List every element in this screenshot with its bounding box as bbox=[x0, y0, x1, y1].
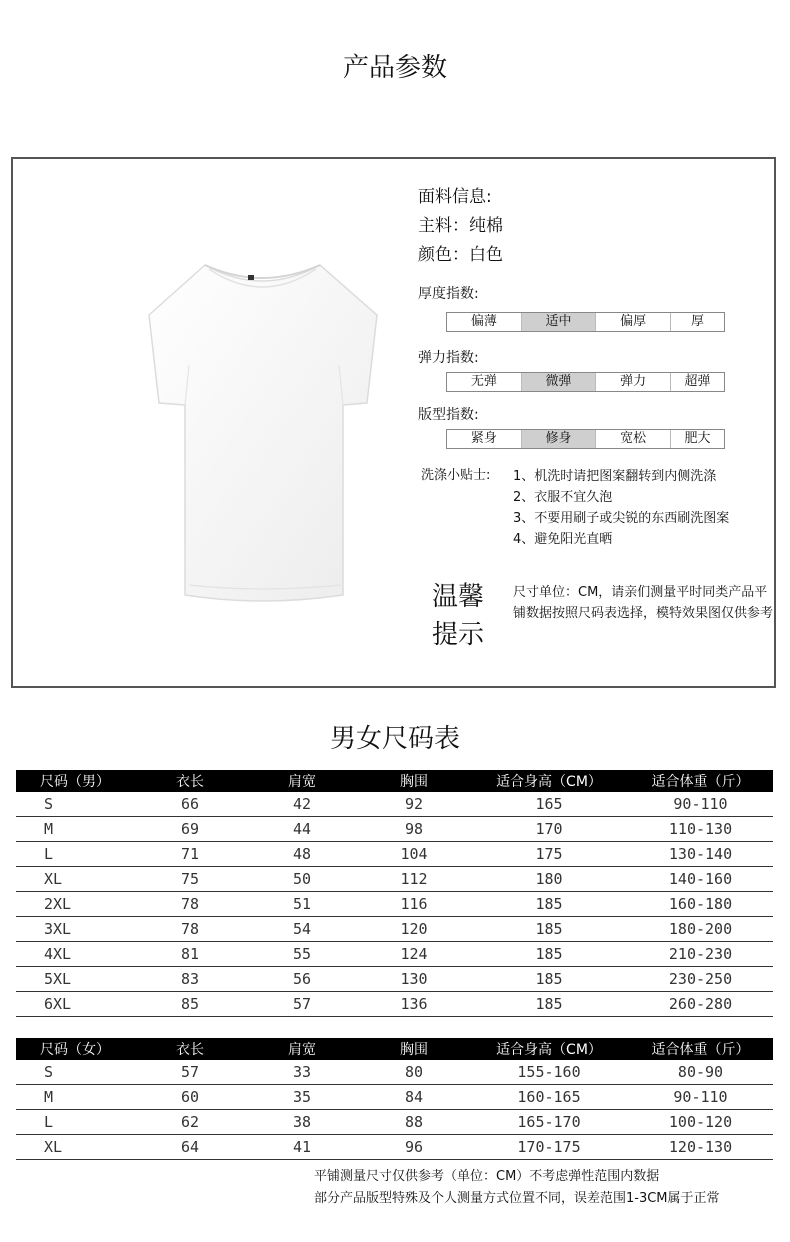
wash-tip: 2、衣服不宜久泡 bbox=[513, 490, 613, 505]
table-cell: 96 bbox=[358, 1135, 470, 1160]
table-cell: 64 bbox=[134, 1135, 246, 1160]
table-cell: 4XL bbox=[16, 942, 134, 967]
table-cell: 44 bbox=[246, 817, 358, 842]
female-header-cell: 适合身高（CM） bbox=[470, 1038, 628, 1060]
table-cell: 260-280 bbox=[628, 992, 773, 1017]
elasticity-scale bbox=[446, 372, 725, 392]
thickness-label: 厚度指数: bbox=[418, 286, 479, 302]
table-row bbox=[16, 892, 773, 917]
wash-tips-title: 洗涤小贴士: bbox=[421, 468, 491, 483]
female-header-row bbox=[16, 1038, 773, 1060]
thickness-scale bbox=[446, 312, 725, 332]
fit-option: 宽松 bbox=[596, 430, 671, 448]
table-row bbox=[16, 1110, 773, 1135]
warm-tip-text: 尺寸单位：CM，请亲们测量平时同类产品平铺数据按照尺码表选择，模特效果图仅供参考 bbox=[513, 585, 774, 621]
thickness-option: 厚 bbox=[690, 314, 704, 329]
table-cell: L bbox=[16, 1110, 134, 1135]
table-cell: 90-110 bbox=[628, 1085, 773, 1110]
male-header-cell: 适合身高（CM） bbox=[470, 770, 628, 792]
table-cell: 85 bbox=[134, 992, 246, 1017]
male-header-cell: 胸围 bbox=[358, 770, 470, 792]
table-cell: 185 bbox=[470, 917, 628, 942]
table-cell: 210-230 bbox=[628, 942, 773, 967]
warm-tip-title-line: 提示 bbox=[432, 620, 485, 650]
table-cell: 51 bbox=[246, 892, 358, 917]
fit-option-selected: 修身 bbox=[522, 430, 597, 448]
table-cell: 185 bbox=[470, 942, 628, 967]
table-cell: 69 bbox=[134, 817, 246, 842]
male-header-cell: 尺码（男） bbox=[16, 770, 134, 792]
table-cell: 57 bbox=[246, 992, 358, 1017]
table-cell: 155-160 bbox=[470, 1060, 628, 1085]
table-cell: L bbox=[16, 842, 134, 867]
table-cell: 185 bbox=[470, 992, 628, 1017]
table-cell: 41 bbox=[246, 1135, 358, 1160]
table-cell: M bbox=[16, 817, 134, 842]
elasticity-option-selected: 微弹 bbox=[522, 373, 597, 391]
table-cell: 175 bbox=[470, 842, 628, 867]
table-cell: 136 bbox=[358, 992, 470, 1017]
note-line: 部分产品版型特殊及个人测量方式位置不同，误差范围1-3CM属于正常 bbox=[314, 1191, 720, 1206]
table-row bbox=[16, 967, 773, 992]
female-table-body bbox=[16, 1060, 773, 1160]
table-cell: 56 bbox=[246, 967, 358, 992]
table-cell: 62 bbox=[134, 1110, 246, 1135]
male-header-cell: 肩宽 bbox=[246, 770, 358, 792]
fabric-color: 颜色：白色 bbox=[418, 245, 503, 265]
table-row bbox=[16, 1135, 773, 1160]
wash-tip: 4、避免阳光直晒 bbox=[513, 532, 613, 547]
table-cell: 48 bbox=[246, 842, 358, 867]
table-cell: XL bbox=[16, 867, 134, 892]
table-cell: 33 bbox=[246, 1060, 358, 1085]
table-cell: 180-200 bbox=[628, 917, 773, 942]
table-cell: 83 bbox=[134, 967, 246, 992]
fit-option: 紧身 bbox=[447, 430, 522, 448]
wash-tip: 1、机洗时请把图案翻转到内侧洗涤 bbox=[513, 469, 717, 484]
fabric-heading: 面料信息: bbox=[418, 187, 492, 207]
table-row bbox=[16, 817, 773, 842]
table-cell: 5XL bbox=[16, 967, 134, 992]
male-size-table bbox=[16, 770, 773, 1017]
female-header-cell: 衣长 bbox=[134, 1038, 246, 1060]
female-header-cell: 适合体重（斤） bbox=[628, 1038, 773, 1060]
table-cell: 104 bbox=[358, 842, 470, 867]
table-row bbox=[16, 1085, 773, 1110]
table-cell: 140-160 bbox=[628, 867, 773, 892]
table-cell: 75 bbox=[134, 867, 246, 892]
elasticity-option: 超弹 bbox=[684, 374, 711, 389]
table-cell: 35 bbox=[246, 1085, 358, 1110]
table-cell: S bbox=[16, 1060, 134, 1085]
table-cell: 165-170 bbox=[470, 1110, 628, 1135]
table-cell: 42 bbox=[246, 792, 358, 817]
thickness-option: 偏薄 bbox=[447, 313, 522, 331]
table-cell: 50 bbox=[246, 867, 358, 892]
table-row bbox=[16, 917, 773, 942]
table-cell: 180 bbox=[470, 867, 628, 892]
table-cell: 92 bbox=[358, 792, 470, 817]
fabric-material: 主料：纯棉 bbox=[418, 216, 503, 236]
thickness-option-selected: 适中 bbox=[522, 313, 597, 331]
table-cell: 170 bbox=[470, 817, 628, 842]
female-header-cell: 胸围 bbox=[358, 1038, 470, 1060]
elasticity-option: 无弹 bbox=[447, 373, 522, 391]
table-cell: 38 bbox=[246, 1110, 358, 1135]
table-row bbox=[16, 1060, 773, 1085]
table-cell: 80-90 bbox=[628, 1060, 773, 1085]
table-cell: 130-140 bbox=[628, 842, 773, 867]
table-row bbox=[16, 992, 773, 1017]
table-cell: 160-180 bbox=[628, 892, 773, 917]
thickness-option: 偏厚 bbox=[596, 313, 671, 331]
fit-scale bbox=[446, 429, 725, 449]
male-header-row bbox=[16, 770, 773, 792]
table-cell: 81 bbox=[134, 942, 246, 967]
table-cell: 55 bbox=[246, 942, 358, 967]
male-header-cell: 衣长 bbox=[134, 770, 246, 792]
table-cell: 3XL bbox=[16, 917, 134, 942]
table-cell: 120 bbox=[358, 917, 470, 942]
table-cell: M bbox=[16, 1085, 134, 1110]
white-tshirt-image bbox=[145, 255, 380, 615]
table-cell: 124 bbox=[358, 942, 470, 967]
size-chart-title: 男女尺码表 bbox=[329, 724, 460, 754]
fit-option: 肥大 bbox=[684, 431, 711, 446]
table-cell: 90-110 bbox=[628, 792, 773, 817]
elasticity-option: 弹力 bbox=[596, 373, 671, 391]
table-row bbox=[16, 942, 773, 967]
note-line: 平铺测量尺寸仅供参考（单位：CM）不考虑弹性范围内数据 bbox=[314, 1169, 660, 1184]
table-cell: 116 bbox=[358, 892, 470, 917]
table-cell: 120-130 bbox=[628, 1135, 773, 1160]
page-title: 产品参数 bbox=[342, 53, 447, 83]
female-header-cell: 肩宽 bbox=[246, 1038, 358, 1060]
table-cell: 2XL bbox=[16, 892, 134, 917]
table-row bbox=[16, 792, 773, 817]
table-cell: 112 bbox=[358, 867, 470, 892]
table-row bbox=[16, 842, 773, 867]
table-cell: 57 bbox=[134, 1060, 246, 1085]
table-cell: 160-165 bbox=[470, 1085, 628, 1110]
fit-label: 版型指数: bbox=[418, 407, 479, 423]
table-cell: 230-250 bbox=[628, 967, 773, 992]
measurement-notes bbox=[314, 1166, 720, 1210]
warm-tip-title bbox=[432, 578, 484, 654]
table-cell: XL bbox=[16, 1135, 134, 1160]
warm-tip-title-line: 温馨 bbox=[432, 582, 485, 612]
table-cell: 80 bbox=[358, 1060, 470, 1085]
male-table-body bbox=[16, 792, 773, 1017]
table-cell: 170-175 bbox=[470, 1135, 628, 1160]
table-cell: 98 bbox=[358, 817, 470, 842]
table-cell: 54 bbox=[246, 917, 358, 942]
table-cell: S bbox=[16, 792, 134, 817]
table-cell: 84 bbox=[358, 1085, 470, 1110]
table-cell: 66 bbox=[134, 792, 246, 817]
table-cell: 88 bbox=[358, 1110, 470, 1135]
table-cell: 185 bbox=[470, 967, 628, 992]
elasticity-label: 弹力指数: bbox=[418, 350, 479, 366]
table-row bbox=[16, 867, 773, 892]
table-cell: 78 bbox=[134, 917, 246, 942]
female-header-cell: 尺码（女） bbox=[16, 1038, 134, 1060]
table-cell: 185 bbox=[470, 892, 628, 917]
table-cell: 165 bbox=[470, 792, 628, 817]
wash-tips-list bbox=[513, 466, 729, 550]
table-cell: 78 bbox=[134, 892, 246, 917]
table-cell: 71 bbox=[134, 842, 246, 867]
table-cell: 6XL bbox=[16, 992, 134, 1017]
table-cell: 110-130 bbox=[628, 817, 773, 842]
table-cell: 130 bbox=[358, 967, 470, 992]
male-header-cell: 适合体重（斤） bbox=[628, 770, 773, 792]
table-cell: 100-120 bbox=[628, 1110, 773, 1135]
female-size-table bbox=[16, 1038, 773, 1160]
wash-tip: 3、不要用刷子或尖锐的东西刷洗图案 bbox=[513, 511, 730, 526]
table-cell: 60 bbox=[134, 1085, 246, 1110]
